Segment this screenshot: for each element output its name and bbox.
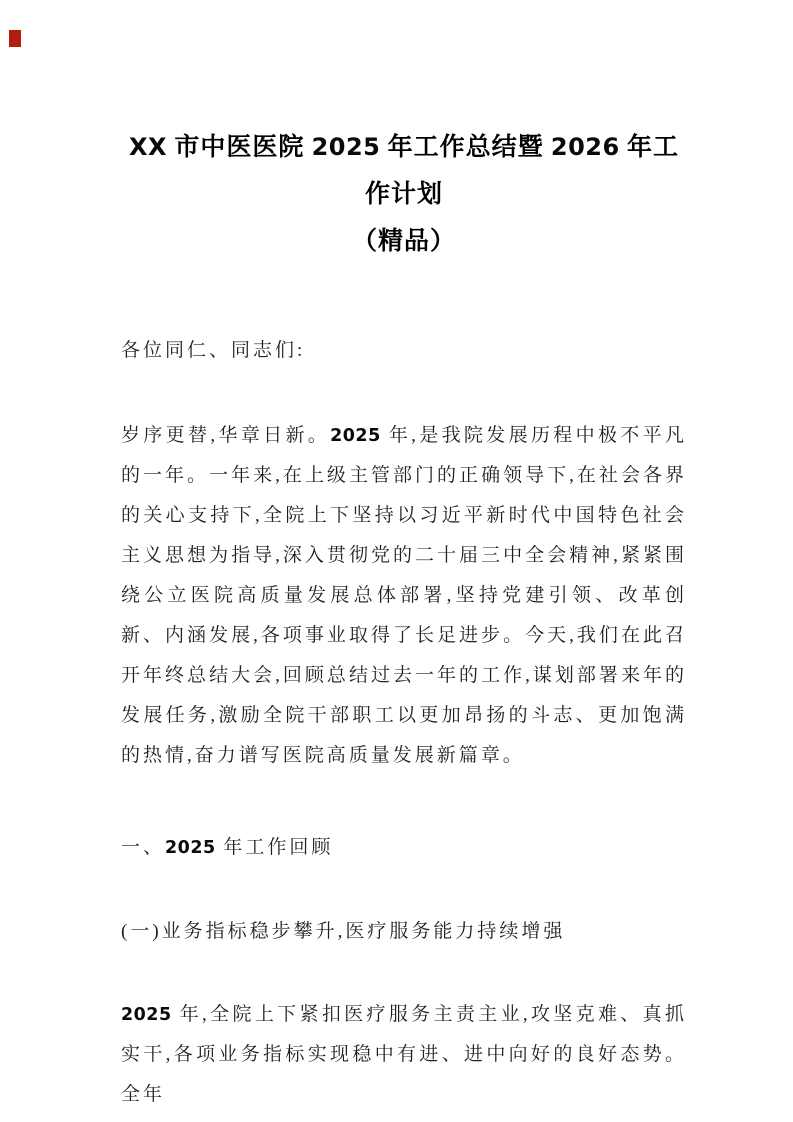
heading-2025-work-review: 一、2025 年工作回顾 xyxy=(121,837,334,858)
document-title-line2: （精品） xyxy=(351,228,456,255)
heading-business-indicators: (一)业务指标稳步攀升,医疗服务能力持续增强 xyxy=(121,921,566,942)
paragraph-business: 2025 年,全院上下紧扣医疗服务主责主业,攻坚克难、真抓实干,各项业务指标实现稳中有进、进中向好的良好态势。全年 xyxy=(121,1004,687,1105)
greeting-line: 各位同仁、同志们: xyxy=(121,340,306,361)
document-body xyxy=(121,124,687,1115)
red-corner-mark xyxy=(9,30,21,47)
paragraph-intro: 岁序更替,华章日新。2025 年,是我院发展历程中极不平凡的一年。一年来,在上级主管部门的正确领导下,在社会各界的关心支持下,全院上下坚持以习近平新时代中国特色社会主义思想为指导,深入贯彻党的二十届三中全会精神,紧紧围绕公立医院高质量发展总体部署,坚持党建引领、改革创新、内涵发展,各项事业取得了长足进步。今天,我们在此召开年终总结大会,回顾总结过去一年的工作,谋划部署来年的发展任务,激励全院干部职工以更加昂扬的斗志、更加饱满的热情,奋力谱写医院高质量发展新篇章。 xyxy=(121,425,687,766)
document-title-line1: XX 市中医医院 2025 年工作总结暨 2026 年工作计划 xyxy=(129,133,679,208)
document-title-block xyxy=(121,124,687,265)
